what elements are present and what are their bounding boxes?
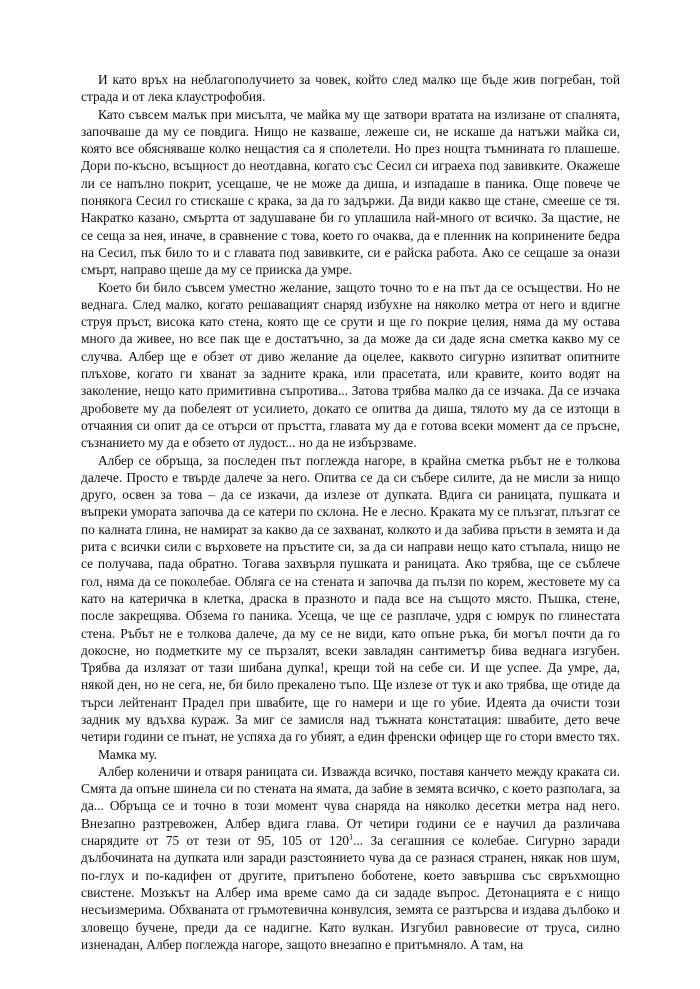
paragraph-5: Мамка му. [98, 746, 158, 762]
paragraph-6-part-1: Албер коленичи и отваря раницата си. Изважда всичко, поставя канчето между краката си. Смята да опъне шинела си по стената на ямата, да забие в земята всичко, с което разполага, за да... Обръща се и точно в този момент чува снаряда на няколко десетки метра над него. Внезапно разтревожен, Албер вдига глава. От четири години се е научил да различава снарядите от 75 от тези от 95, 105 от 120 [81, 763, 620, 849]
body-text [81, 71, 620, 953]
paragraph-2: Като съвсем малък при мисълта, че майка му ще затвори вратата на излизане от спалнята, започваше да му се повдига. Нищо не казваше, лежеше си, не искаше да натъжи майка си, която все обясняваше колко нещастия са я сполетели. Но през нощта тъмнината го плашеше. Дори по-късно, всъщност до неотдавна, когато със Сесил си играеха под завивките. Окажеше ли се напълно покрит, усещаше, че не може да диша, и изпадаше в паника. Още повече че понякога Сесил го стискаше с крака, за да го задържи. Да види какво ще стане, смееше се тя. Накратко казано, смъртта от задушаване би го уплашила най-много от всичко. За щастие, не се сеща за нея, иначе, в сравнение с това, което го очаква, да е пленник на копринените бедра на Сесил, пък било то и с главата под завивките, си е райска работа. Ако се сещаше за онази смърт, направо щеше да му се прииска да умре. [81, 106, 620, 278]
paragraph-1: И като връх на неблагополучието за човек, който след малко ще бъде жив погребан, той страда и от лека клаустрофобия. [81, 72, 620, 105]
paragraph-4: Албер се обръща, за последен път поглежда нагоре, в крайна сметка ръбът не е толкова далече. Просто е твърде далече за него. Опитва се да си събере силите, да не мисли за нищо друго, освен за това – да се изкачи, да излезе от дупката. Вдига си раницата, пушката и въпреки умората започва да се катери по склона. Не е лесно. Краката му се плъзгат, плъзгат се по калната глина, не намират за какво да се захванат, колкото и да забива пръсти в земята и да рита с всички сили с върховете на пръстите си, за да си направи нещо като стъпала, нищо не се получава, пада обратно. Тогава захвърля пушката и раницата. Ако трябва, ще се съблече гол, няма да се поколебае. Обляга се на стената и започва да пълзи по корем, жестовете му са като на катеричка в клетка, драска в празното и пада все на същото място. Пъшка, стене, после закрещява. Обзема го паника. Усеща, че ще се разплаче, удря с юмрук по глинестата стена. Ръбът не е толкова далече, да му се не види, като опъне ръка, би могъл почти да го докосне, но подметките му се пързалят, всеки завладян сантиметър бива веднага изгубен. Трябва да излязат от тази шибана дупка!, крещи той на себе си. И ще успее. Да умре, да, някой ден, но не сега, не, би било прекалено тъпо. Ще излезе от тук и ако трябва, ще отиде да търси лейтенант Прадел при швабите, ще го намери и ще го убие. Идеята да очисти този задник му вдъхва кураж. За миг се замисля над тъжната констатация: швабите, дето вече четири години се пънат, не успяха да го убият, а един френски офицер ще го стори вместо тях. [81, 452, 620, 745]
footnote-marker: 1 [349, 832, 354, 842]
paragraph-3: Което би било съвсем уместно желание, защото точно то е на път да се осъществи. Но не веднага. След малко, когато решаващият снаряд избухне на няколко метра от него и вдигне струя пръст, висока като стена, която ще се срути и ще го покрие целия, няма да му остава много да живее, но все пак ще е достатъчно, за да може да си даде ясна сметка какво му се случва. Албер ще е обзет от диво желание да оцелее, каквото сигурно изпитват опитните плъхове, когато ги хванат за задните крака, или прасетата, или кравите, които водят на заколение, нещо като примитивна съпротива... Затова трябва малко да се изчака. Да се изчака дробовете му да побелеят от усилието, докато се опитва да диша, тялото му да се изтощи в отчаяния си опит да се отърси от пръстта, главата му да е готова всеки момент да се пръсне, съзнанието му да е обзето от лудост... но да не избързваме. [81, 279, 620, 451]
paragraph-6-part-2: ... За сегашния се колебае. Сигурно заради дълбочината на дупката или заради разстоянието чува да се разнася странен, някак нов шум, по-глух и по-кадифен от другите, притъпено боботене, което завършва със свръхмощно свистене. Мозъкът на Албер има време само да си зададе въпрос. Детонацията е с нищо несъизмерима. Обхваната от гръмотевична конвулсия, земята се разтърсва и издава дълбоко и зловещо бучене, преди да се надигне. Като вулкан. Изгубил равновесие от труса, силно изненадан, Албер поглежда нагоре, защото внезапно е притъмняло. А там, на [81, 833, 620, 952]
paragraph-6 [81, 763, 620, 953]
